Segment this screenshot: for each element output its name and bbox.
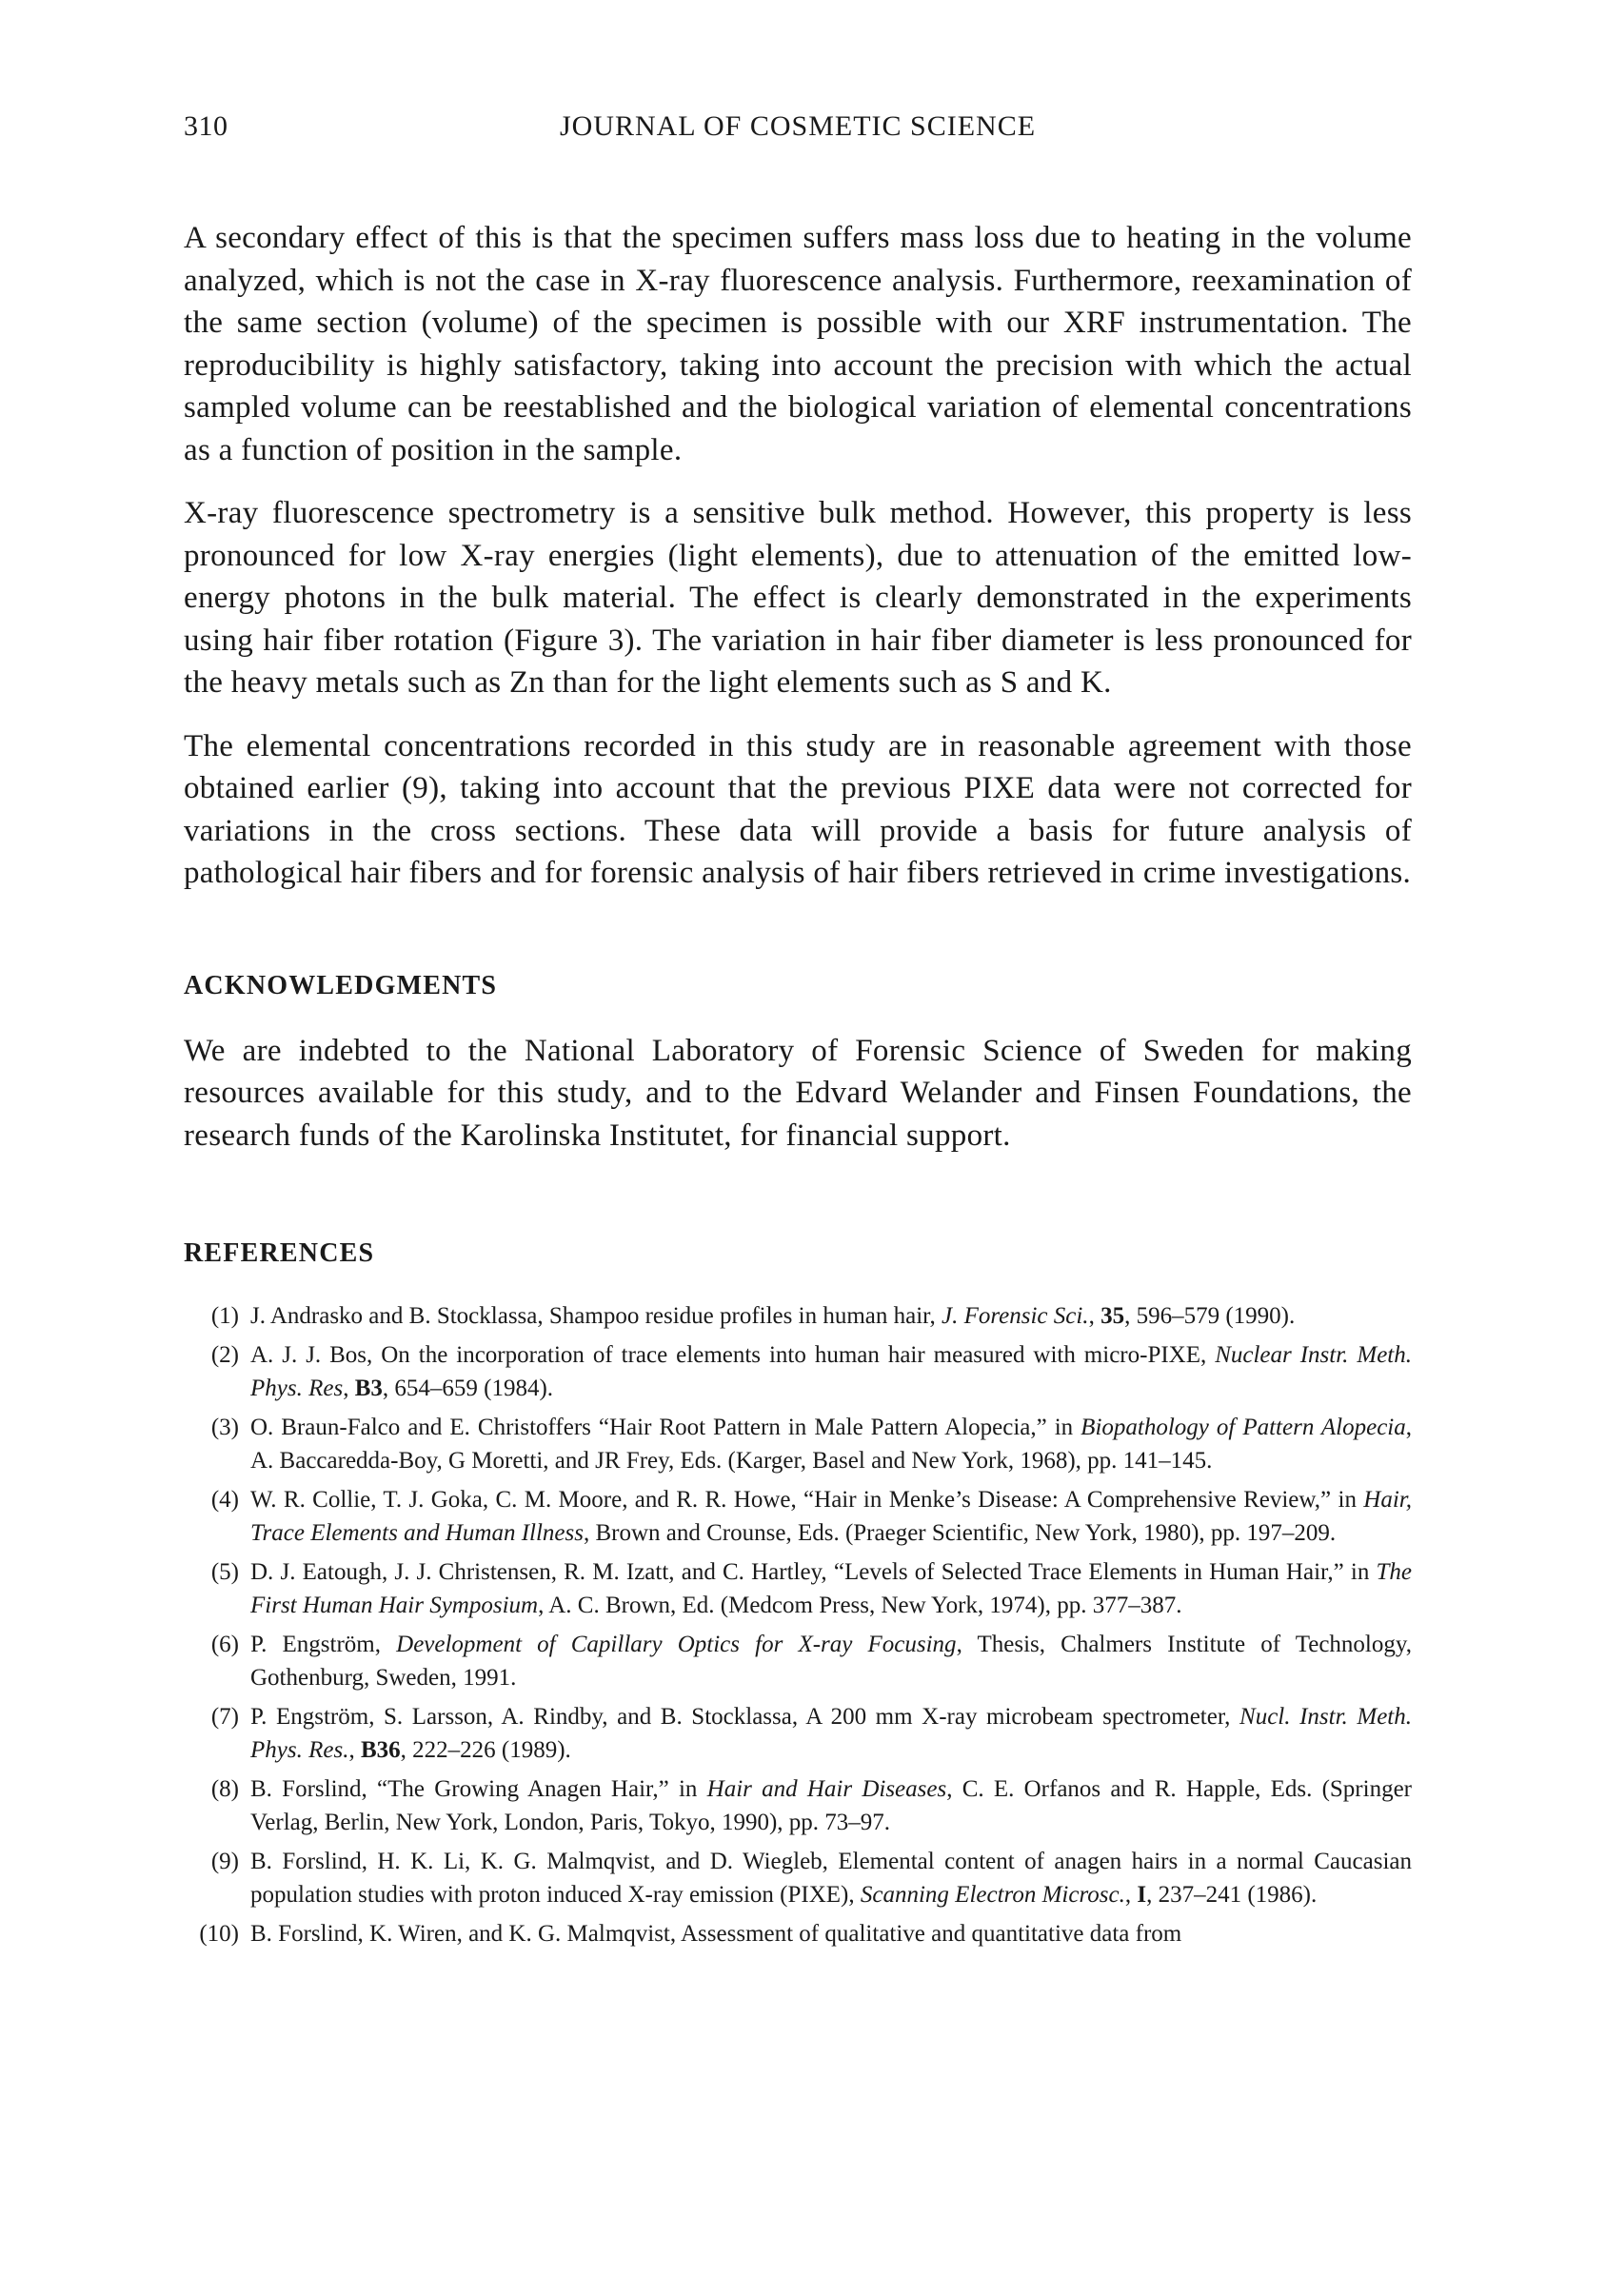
acknowledgments-heading: ACKNOWLEDGMENTS [184, 970, 498, 1000]
reference-segment: , [343, 1376, 355, 1401]
reference-text [250, 1772, 1412, 1839]
reference-segment: , C. E. Orfanos and R. Happle, Eds. (Springer Verlag, Berlin, New York, London, Paris, Tokyo, 1990), pp. 73–97. [250, 1776, 1412, 1835]
reference-list [184, 1299, 1412, 1950]
reference-number: (9) [210, 1849, 239, 1874]
reference-bold-segment: I [1137, 1882, 1147, 1908]
reference-segment: , [1124, 1882, 1138, 1908]
article-body [184, 217, 1412, 1956]
reference-segment: , 222–226 (1989). [400, 1737, 571, 1763]
reference-italic-segment: Nuclear Instr. Meth. Phys. Res [250, 1342, 1412, 1401]
reference-number: (7) [210, 1704, 239, 1730]
reference-segment: P. Engström, S. Larsson, A. Rindby, and B. Stocklassa, A 200 mm X-ray microbeam spectrometer, [250, 1704, 1240, 1730]
reference-text [250, 1299, 1412, 1333]
reference-item [184, 1917, 1412, 1950]
reference-segment: W. R. Collie, T. J. Goka, C. M. Moore, and R. R. Howe, “Hair in Menke’s Disease: A Comprehensive Review,” in [250, 1487, 1364, 1513]
reference-text [250, 1411, 1412, 1477]
journal-title: JOURNAL OF COSMETIC SCIENCE [559, 110, 1037, 142]
reference-item [184, 1411, 1412, 1477]
body-paragraph: A secondary effect of this is that the specimen suffers mass loss due to heating in the volume analyzed, which is not the case in X-ray fluorescence analysis. Furthermore, reexamination of the same section (volume) of the specimen is possible with our XRF instrumentation. The reproducibility is highly satisfactory, taking into account the precision with which the actual sampled volume can be reestablished and the biological variation of elemental concentrations as a function of position in the sample. [184, 221, 1412, 467]
reference-italic-segment: Hair and Hair Diseases [706, 1776, 947, 1802]
reference-bold-segment: B36 [360, 1737, 401, 1763]
reference-segment: P. Engström, [250, 1632, 397, 1657]
reference-number: (10) [199, 1921, 239, 1947]
reference-text [250, 1700, 1412, 1767]
page-number: 310 [184, 110, 228, 142]
reference-item [184, 1628, 1412, 1694]
reference-italic-segment: The First Human Hair Symposium [250, 1559, 1412, 1618]
reference-segment: , 654–659 (1984). [382, 1376, 554, 1401]
references-heading: REFERENCES [184, 1238, 375, 1268]
reference-segment: , Thesis, Chalmers Institute of Technology, Gothenburg, Sweden, 1991. [250, 1632, 1412, 1691]
reference-segment: , Brown and Crounse, Eds. (Praeger Scientific, New York, 1980), pp. 197–209. [583, 1520, 1337, 1546]
reference-segment: J. Andrasko and B. Stocklassa, Shampoo residue profiles in human hair, [250, 1303, 942, 1329]
reference-italic-segment: J. Forensic Sci. [941, 1303, 1089, 1329]
reference-number: (3) [210, 1415, 239, 1440]
reference-italic-segment: Development of Capillary Optics for X-ray Focusing [396, 1632, 957, 1657]
reference-item [184, 1700, 1412, 1767]
reference-italic-segment: Scanning Electron Microsc. [860, 1882, 1125, 1908]
reference-number: (8) [210, 1776, 239, 1802]
reference-bold-segment: 35 [1100, 1303, 1125, 1329]
reference-segment: D. J. Eatough, J. J. Christensen, R. M. Izatt, and C. Hartley, “Levels of Selected Trace Elements in Human Hair,” in [250, 1559, 1377, 1585]
reference-segment: , 237–241 (1986). [1146, 1882, 1318, 1908]
reference-number: (5) [210, 1559, 239, 1585]
reference-number: (1) [210, 1303, 239, 1329]
reference-text [250, 1917, 1412, 1950]
reference-number: (2) [210, 1342, 239, 1368]
acknowledgments-text: We are indebted to the National Laboratory of Forensic Science of Sweden for making resources available for this study, and to the Edvard Welander and Finsen Foundations, the research funds of the Karolinska Institutet, for financial support. [184, 1033, 1412, 1153]
reference-item [184, 1483, 1412, 1550]
reference-segment: , 596–579 (1990). [1124, 1303, 1296, 1329]
reference-number: (6) [210, 1632, 239, 1657]
reference-text [250, 1338, 1412, 1405]
reference-text [250, 1628, 1412, 1694]
reference-text [250, 1483, 1412, 1550]
reference-item [184, 1299, 1412, 1333]
body-paragraph: The elemental concentrations recorded in this study are in reasonable agreement with those obtained earlier (9), taking into account that the previous PIXE data were not corrected for variations in the cross sections. These data will provide a basis for future analysis of pathological hair fibers and for forensic analysis of hair fibers retrieved in crime investigations. [184, 728, 1412, 890]
running-head [184, 110, 1412, 152]
reference-item [184, 1772, 1412, 1839]
reference-text [250, 1555, 1412, 1622]
reference-italic-segment: Biopathology of Pattern Alopecia [1081, 1415, 1406, 1440]
reference-italic-segment: Nucl. Instr. Meth. Phys. Res. [250, 1704, 1412, 1763]
reference-number: (4) [210, 1487, 239, 1513]
reference-item [184, 1845, 1412, 1911]
reference-item [184, 1338, 1412, 1405]
reference-text [250, 1845, 1412, 1911]
reference-segment: , A. C. Brown, Ed. (Medcom Press, New York, 1974), pp. 377–387. [538, 1593, 1182, 1618]
reference-segment: B. Forslind, H. K. Li, K. G. Malmqvist, and D. Wiegleb, Elemental content of anagen hairs in a normal Caucasian population studies with proton induced X-ray emission (PIXE), [250, 1849, 1412, 1908]
reference-segment: B. Forslind, “The Growing Anagen Hair,” in [250, 1776, 707, 1802]
reference-segment: , [348, 1737, 361, 1763]
body-paragraph: X-ray fluorescence spectrometry is a sensitive bulk method. However, this property is less pronounced for low X-ray energies (light elements), due to attenuation of the emitted low-energy photons in the bulk material. The effect is clearly demonstrated in the experiments using hair fiber rotation (Figure 3). The variation in hair fiber diameter is less pronounced for the heavy metals such as Zn than for the light elements such as S and K. [184, 496, 1412, 700]
reference-item [184, 1555, 1412, 1622]
reference-segment: B. Forslind, K. Wiren, and K. G. Malmqvist, Assessment of qualitative and quantitative data from [250, 1921, 1182, 1947]
reference-bold-segment: B3 [354, 1376, 383, 1401]
reference-segment: , A. Baccaredda-Boy, G Moretti, and JR Frey, Eds. (Karger, Basel and New York, 1968), pp. 141–145. [250, 1415, 1412, 1474]
reference-segment: , [1088, 1303, 1101, 1329]
reference-italic-segment: Hair, Trace Elements and Human Illness [250, 1487, 1412, 1546]
reference-segment: O. Braun-Falco and E. Christoffers “Hair Root Pattern in Male Pattern Alopecia,” in [250, 1415, 1081, 1440]
reference-segment: A. J. J. Bos, On the incorporation of trace elements into human hair measured with micro-PIXE, [250, 1342, 1216, 1368]
